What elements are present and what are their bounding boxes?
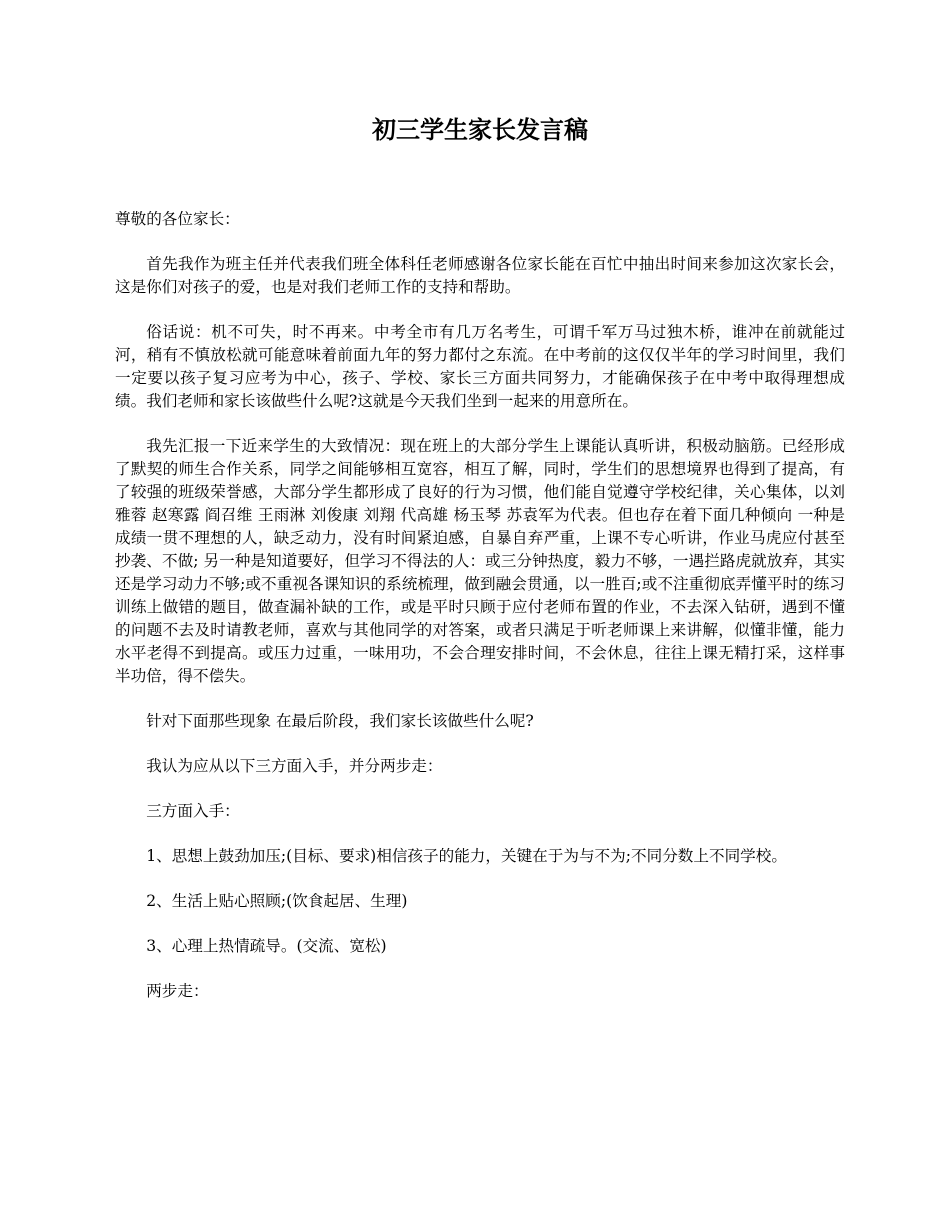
- list-item-1: 1、思想上鼓劲加压;(目标、要求)相信孩子的能力，关键在于为与不为;不同分数上不同学校。: [146, 847, 787, 865]
- list-item-3: 3、心理上热情疏导。(交流、宽松): [146, 937, 387, 955]
- salutation: 尊敬的各位家长：: [115, 210, 240, 228]
- paragraph-three-aspects-heading: 三方面入手：: [146, 802, 240, 820]
- paragraph-approach: 我认为应从以下三方面入手，并分两步走：: [146, 757, 443, 775]
- document-body: [115, 208, 845, 1025]
- paragraph-two-steps-heading: 两步走：: [146, 982, 209, 1000]
- paragraph-question: 针对下面那些现象 在最后阶段，我们家长该做些什么呢?: [146, 712, 534, 730]
- paragraph-report: 我先汇报一下近来学生的大致情况：现在班上的大部分学生上课能认真听讲，积极动脑筋。已经形成了默契的师生合作关系，同学之间能够相互宽容，相互了解，同时，学生们的思想境界也得到了提高，有了较强的班级荣誉感，大部分学生都形成了良好的行为习惯，他们能自觉遵守学校纪律，关心集体，以刘雅蓉 赵寒露 阎召维 王雨淋 刘俊康 刘翔 代高雄 杨玉琴 苏袁军为代表。但也存在着下面几种倾向 一种是成绩一贯不理想的人，缺乏动力，没有时间紧迫感，自暴自弃严重，上课不专心听讲，作业马虎应付甚至抄袭、不做; 另一种是知道要好，但学习不得法的人：或三分钟热度，毅力不够，一遇拦路虎就放弃，其实还是学习动力不够;或不重视各课知识的系统梳理，做到融会贯通，以一胜百;或不注重彻底弄懂平时的练习训练上做错的题目，做查漏补缺的工作，或是平时只顾于应付老师布置的作业，不去深入钻研，遇到不懂的问题不去及时请教老师，喜欢与其他同学的对答案，或者只满足于听老师课上来讲解，似懂非懂，能力水平老得不到提高。或压力过重，一味用功，不会合理安排时间，不会休息，往往上课无精打采，这样事半功倍，得不偿失。: [115, 437, 845, 685]
- paragraph-thanks: 首先我作为班主任并代表我们班全体科任老师感谢各位家长能在百忙中抽出时间来参加这次家长会，这是你们对孩子的爱，也是对我们老师工作的支持和帮助。: [115, 255, 845, 296]
- list-item-2: 2、生活上贴心照顾;(饮食起居、生理): [146, 892, 408, 910]
- document-title: 初三学生家长发言稿: [372, 115, 588, 144]
- paragraph-saying: 俗话说：机不可失，时不再来。中考全市有几万名考生，可谓千军万马过独木桥，谁冲在前就能过河，稍有不慎放松就可能意味着前面九年的努力都付之东流。在中考前的这仅仅半年的学习时间里，我们一定要以孩子复习应考为中心，孩子、学校、家长三方面共同努力，才能确保孩子在中考中取得理想成绩。我们老师和家长该做些什么呢?这就是今天我们坐到一起来的用意所在。: [115, 323, 845, 410]
